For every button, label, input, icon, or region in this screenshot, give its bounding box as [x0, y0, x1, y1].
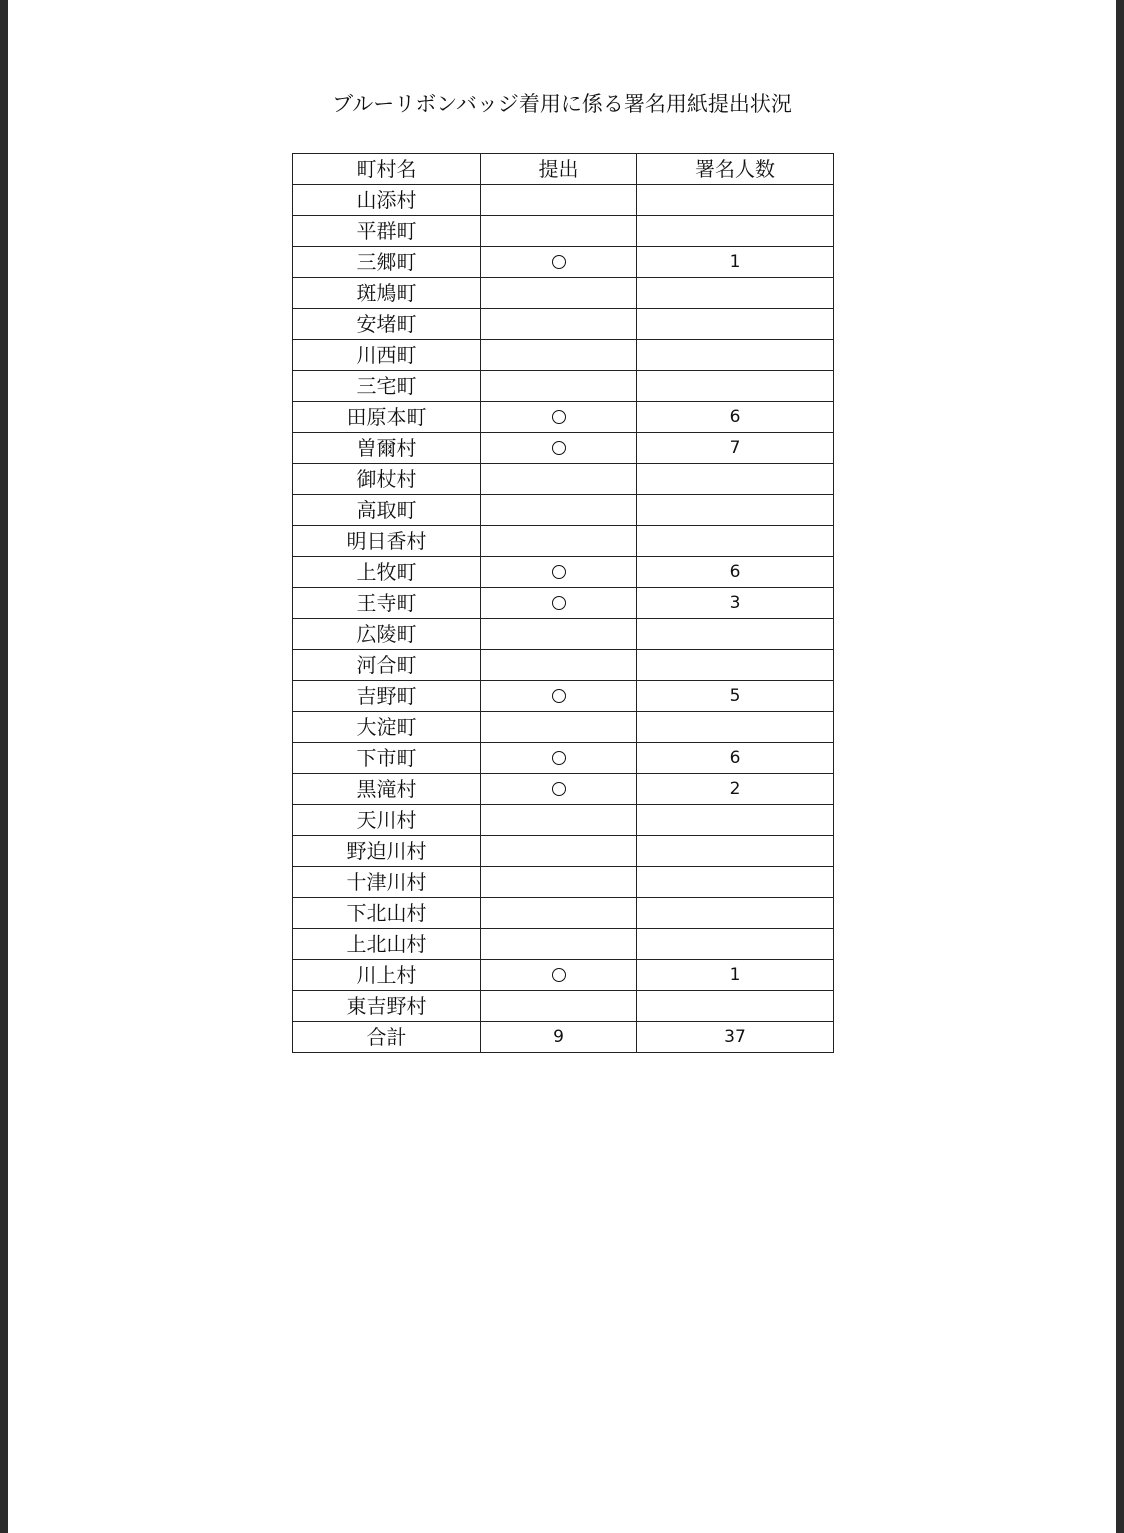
signature-count: [637, 867, 834, 898]
municipality-name: 平群町: [293, 216, 481, 247]
signature-count: [637, 526, 834, 557]
signature-count: 1: [637, 247, 834, 278]
table-row: [293, 805, 834, 836]
municipality-name: 川西町: [293, 340, 481, 371]
table-row: [293, 588, 834, 619]
table-row: [293, 836, 834, 867]
submitted-cell: [481, 681, 637, 712]
municipality-name: 河合町: [293, 650, 481, 681]
signature-count: [637, 309, 834, 340]
municipality-name: 田原本町: [293, 402, 481, 433]
circle-mark-icon: [552, 689, 566, 703]
submitted-cell: [481, 371, 637, 402]
submitted-cell: [481, 278, 637, 309]
signature-count: 1: [637, 960, 834, 991]
municipality-name: 吉野町: [293, 681, 481, 712]
table-row: [293, 495, 834, 526]
municipality-name: 山添村: [293, 185, 481, 216]
municipality-name: 上牧町: [293, 557, 481, 588]
table-row: [293, 526, 834, 557]
signature-count: [637, 278, 834, 309]
signature-count: [637, 340, 834, 371]
signature-count: 2: [637, 774, 834, 805]
table-total-row: [293, 1022, 834, 1053]
signature-count: [637, 898, 834, 929]
signature-count: [637, 650, 834, 681]
submitted-cell: [481, 526, 637, 557]
submitted-cell: [481, 433, 637, 464]
table-row: [293, 340, 834, 371]
table-row: [293, 681, 834, 712]
table-body: [293, 185, 834, 1022]
submitted-cell: [481, 929, 637, 960]
circle-mark-icon: [552, 565, 566, 579]
table-row: [293, 650, 834, 681]
table-row: [293, 402, 834, 433]
municipality-name: 東吉野村: [293, 991, 481, 1022]
submitted-cell: [481, 340, 637, 371]
table-row: [293, 743, 834, 774]
table-row: [293, 960, 834, 991]
signature-count: 6: [637, 557, 834, 588]
submitted-cell: [481, 588, 637, 619]
table-row: [293, 278, 834, 309]
submitted-cell: [481, 774, 637, 805]
signature-count: [637, 464, 834, 495]
signature-count: [637, 371, 834, 402]
submitted-cell: [481, 216, 637, 247]
table-row: [293, 309, 834, 340]
signature-count: 7: [637, 433, 834, 464]
submitted-cell: [481, 960, 637, 991]
submitted-cell: [481, 619, 637, 650]
table-row: [293, 371, 834, 402]
submitted-cell: [481, 650, 637, 681]
submitted-cell: [481, 185, 637, 216]
table-row: [293, 712, 834, 743]
submitted-cell: [481, 898, 637, 929]
submitted-cell: [481, 557, 637, 588]
municipality-name: 野迫川村: [293, 836, 481, 867]
municipality-name: 三郷町: [293, 247, 481, 278]
signature-count: [637, 991, 834, 1022]
circle-mark-icon: [552, 255, 566, 269]
municipality-name: 曽爾村: [293, 433, 481, 464]
table-row: [293, 464, 834, 495]
circle-mark-icon: [552, 596, 566, 610]
municipality-name: 王寺町: [293, 588, 481, 619]
total-signature-count: 37: [637, 1022, 834, 1053]
municipality-name: 天川村: [293, 805, 481, 836]
signature-count: 3: [637, 588, 834, 619]
submitted-cell: [481, 836, 637, 867]
circle-mark-icon: [552, 751, 566, 765]
signature-count: [637, 185, 834, 216]
signature-count: [637, 619, 834, 650]
header-municipality: 町村名: [293, 154, 481, 185]
table-row: [293, 898, 834, 929]
circle-mark-icon: [552, 968, 566, 982]
municipality-name: 安堵町: [293, 309, 481, 340]
document-page: [8, 0, 1116, 1533]
table-row: [293, 433, 834, 464]
header-signature-count: 署名人数: [637, 154, 834, 185]
table-row: [293, 247, 834, 278]
submitted-cell: [481, 805, 637, 836]
municipality-name: 斑鳩町: [293, 278, 481, 309]
total-label: 合計: [293, 1022, 481, 1053]
municipality-name: 黒滝村: [293, 774, 481, 805]
municipality-name: 上北山村: [293, 929, 481, 960]
total-submitted: 9: [481, 1022, 637, 1053]
table-header-row: [293, 154, 834, 185]
submitted-cell: [481, 991, 637, 1022]
table-row: [293, 216, 834, 247]
table-row: [293, 929, 834, 960]
submitted-cell: [481, 402, 637, 433]
signature-count: 5: [637, 681, 834, 712]
document-title: ブルーリボンバッジ着用に係る署名用紙提出状況: [332, 92, 792, 116]
signature-count: [637, 495, 834, 526]
signature-count: [637, 216, 834, 247]
municipality-name: 川上村: [293, 960, 481, 991]
header-submitted: 提出: [481, 154, 637, 185]
table-row: [293, 991, 834, 1022]
municipality-name: 下北山村: [293, 898, 481, 929]
table-row: [293, 867, 834, 898]
municipality-name: 御杖村: [293, 464, 481, 495]
submitted-cell: [481, 464, 637, 495]
submitted-cell: [481, 867, 637, 898]
submitted-cell: [481, 712, 637, 743]
municipality-name: 広陵町: [293, 619, 481, 650]
circle-mark-icon: [552, 441, 566, 455]
table-row: [293, 619, 834, 650]
municipality-name: 高取町: [293, 495, 481, 526]
municipality-name: 十津川村: [293, 867, 481, 898]
table-row: [293, 774, 834, 805]
table-row: [293, 557, 834, 588]
municipality-name: 三宅町: [293, 371, 481, 402]
signature-count: [637, 929, 834, 960]
municipality-name: 下市町: [293, 743, 481, 774]
submitted-cell: [481, 495, 637, 526]
signature-count: [637, 836, 834, 867]
signature-count: [637, 805, 834, 836]
signature-count: [637, 712, 834, 743]
table-row: [293, 185, 834, 216]
circle-mark-icon: [552, 782, 566, 796]
circle-mark-icon: [552, 410, 566, 424]
submission-status-table: [292, 153, 834, 1053]
municipality-name: 大淀町: [293, 712, 481, 743]
municipality-name: 明日香村: [293, 526, 481, 557]
signature-count: 6: [637, 402, 834, 433]
signature-count: 6: [637, 743, 834, 774]
submitted-cell: [481, 743, 637, 774]
submitted-cell: [481, 309, 637, 340]
submitted-cell: [481, 247, 637, 278]
